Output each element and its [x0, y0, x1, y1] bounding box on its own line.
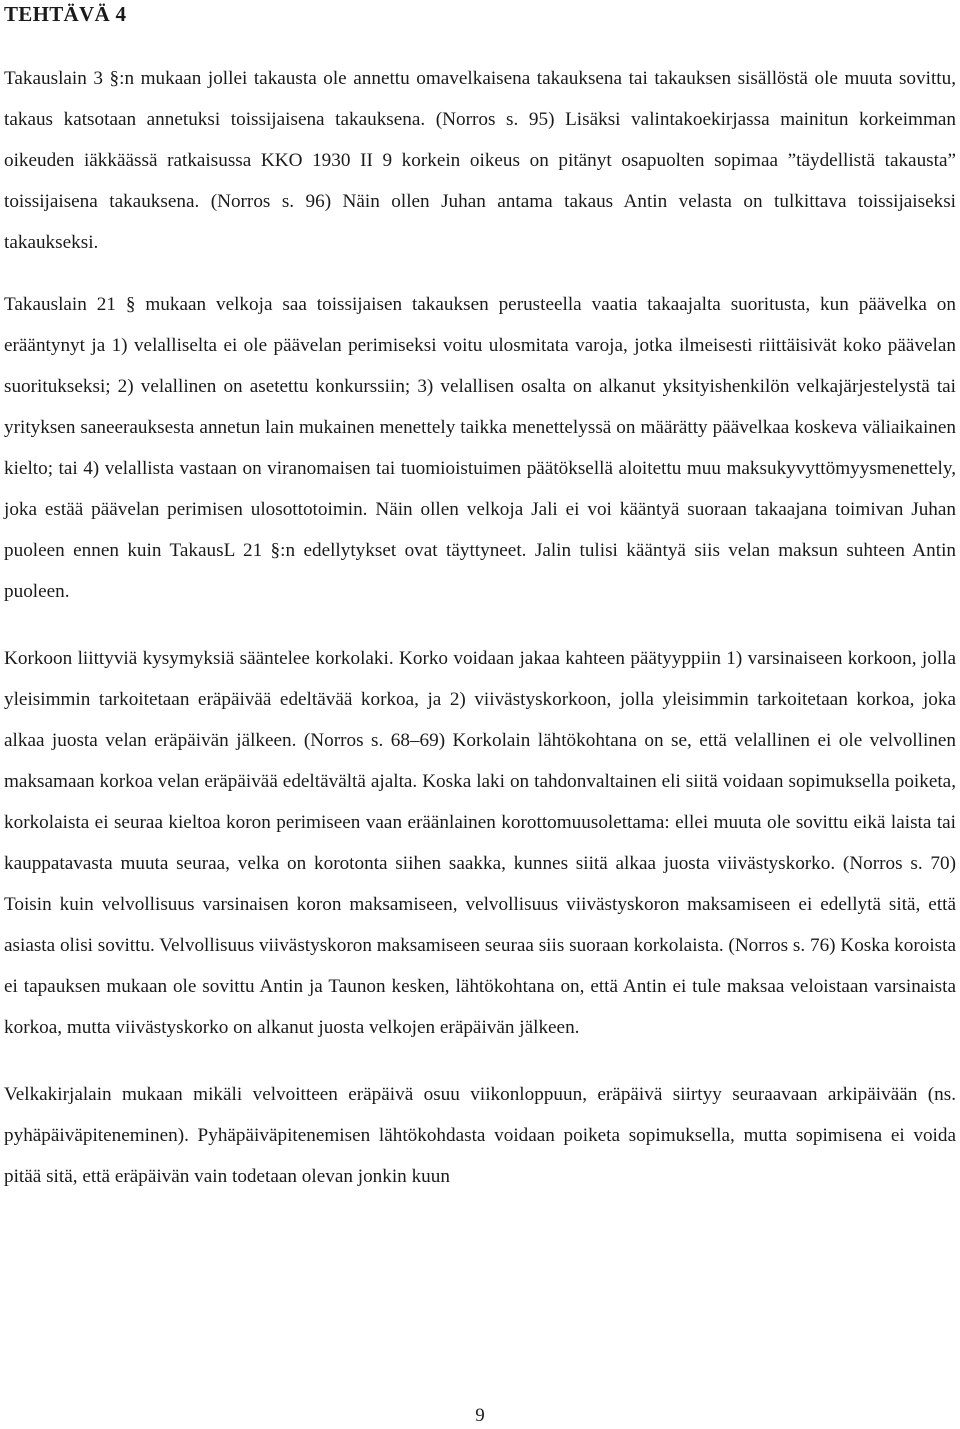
paragraph-creditor-rights: Takauslain 21 § mukaan velkoja saa toissijaisen takauksen perusteella vaatia takaajalta suoritusta, kun päävelka on erääntynyt ja 1) velalliselta ei ole päävelan perimiseksi voitu ulosmitata varoja, jotka ilmeisesti riittäisivät koko päävelan suoritukseksi; 2) velallinen on asetettu konkurssiin; 3) velallisen osalta on alkanut yksityishenkilön velkajärjestelystä tai yrityksen saneerauksesta annetun lain mukainen menettely taikka menettelyssä on määrätty päävelkaa koskeva väliaikainen kielto; tai 4) velallista vastaan on viranomaisen tai tuomioistuimen päätöksellä aloitettu muu maksukyvyttömyysmenettely, joka estää päävelan perimisen ulosottotoimin. Näin ollen velkoja Jali ei voi kääntyä suoraan takaajana toimivan Juhan puoleen ennen kuin TakausL 21 §:n edellytykset ovat täyttyneet. Jalin tulisi kääntyä siis velan maksun suhteen Antin puoleen.: [4, 294, 956, 602]
paragraph-due-date: Velkakirjalain mukaan mikäli velvoitteen eräpäivä osuu viikonloppuun, eräpäivä siirtyy seuraavaan arkipäivään (ns. pyhäpäiväpitenеminen). Pyhäpäiväpitenemisen lähtökohdasta voidaan poiketa sopimuksella, mutta sopimisena ei voida pitää sitä, että eräpäivän vain todetaan olevan jonkin kuun: [4, 1084, 956, 1187]
paragraph-guarantee-type: Takauslain 3 §:n mukaan jollei takausta ole annettu omavelkaisena takauksena tai takauksen sisällöstä ole muuta sovittu, takaus katsotaan annetuksi toissijaisena takauksena. (Norros s. 95) Lisäksi valintakoekirjassa mainitun korkeimman oikeuden iäkkäässä ratkaisussa KKO 1930 II 9 korkein oikeus on pitänyt osapuolten sopimaa ”täydellistä takausta” toissijaisena takauksena. (Norros s. 96) Näin ollen Juhan antama takaus Antin velasta on tulkittava toissijaiseksi takaukseksi.: [4, 68, 956, 253]
page-number: 9: [475, 1405, 485, 1426]
page-title: TEHTÄVÄ 4: [4, 2, 127, 26]
paragraph-interest: Korkoon liittyviä kysymyksiä sääntelee korkolaki. Korko voidaan jakaa kahteen päätyyppiin 1) varsinaiseen korkoon, jolla yleisimmin tarkoitetaan eräpäivää edeltävää korkoa, ja 2) viivästyskorkoon, jolla yleisimmin tarkoitetaan korkoa, joka alkaa juosta velan eräpäivän jälkeen. (Norros s. 68–69) Korkolain lähtökohtana on se, että velallinen ei ole velvollinen maksamaan korkoa velan eräpäivää edeltävältä ajalta. Koska laki on tahdonvaltainen eli siitä voidaan sopimuksella poiketa, korkolaista ei seuraa kieltoa koron perimiseen vaan eräänlainen korottomuusolettama: ellei muuta ole sovittu eikä laista tai kauppatavasta muuta seuraa, velka on korotonta siihen saakka, kunnes siitä alkaa juosta viivästyskorko. (Norros s. 70) Toisin kuin velvollisuus varsinaisen koron maksamiseen, velvollisuus viivästyskoron maksamiseen ei edellytä sitä, että asiasta olisi sovittu. Velvollisuus viivästyskoron maksamiseen seuraa siis suoraan korkolaista. (Norros s. 76) Koska koroista ei tapauksen mukaan ole sovittu Antin ja Taunon kesken, lähtökohtana on, että Antin ei tule maksaa veloistaan varsinaista korkoa, mutta viivästyskorko on alkanut juosta velkojen eräpäivän jälkeen.: [4, 648, 956, 1038]
